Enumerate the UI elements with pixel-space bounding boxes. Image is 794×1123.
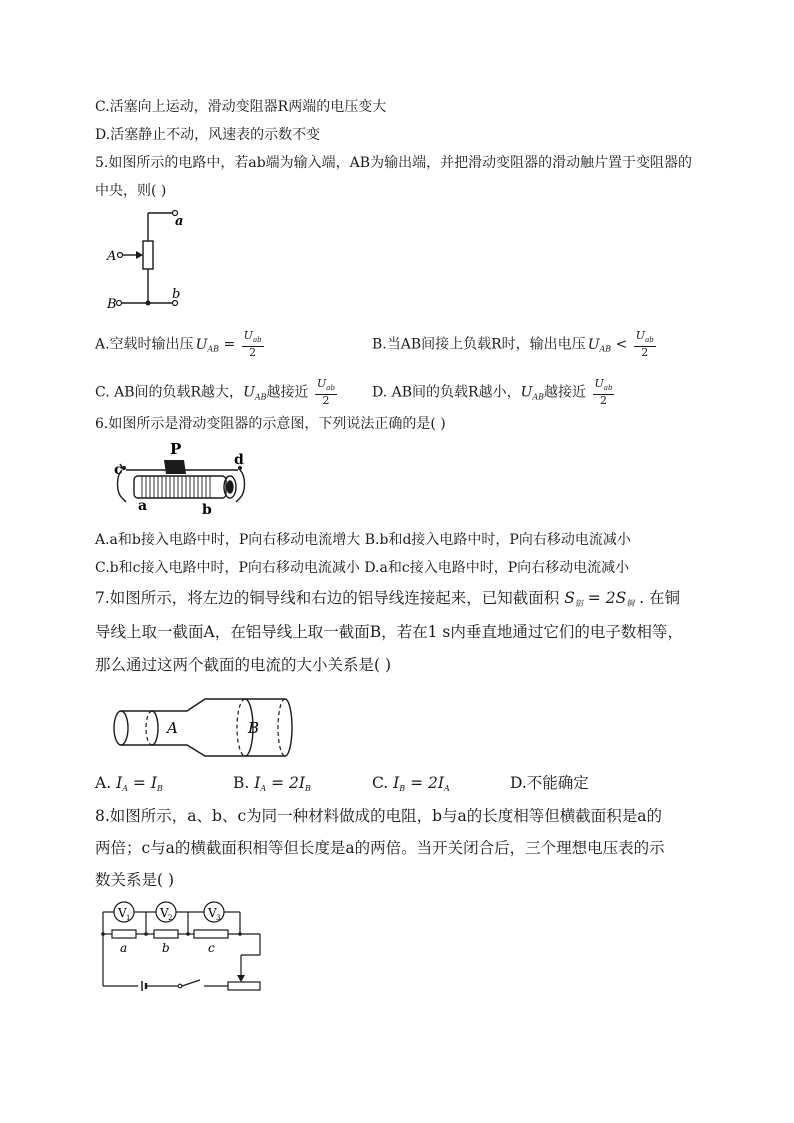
fig8-label-c: c — [208, 941, 215, 955]
question-4-option-c: C.活塞向上运动，滑动变阻器R两端的电压变大 — [95, 99, 387, 115]
question-6-options-a-b: A.a和b接入电路中时，P向右移动电流增大 B.b和d接入电路中时，P向右移动电流减小 — [95, 532, 631, 548]
question-8-stem-line-1: 8.如图所示，a、b、c为同一种材料做成的电阻，b与a的长度相等但横截面积是a的 — [95, 807, 663, 825]
fraction-uab-over-2: $\frac{U_{ab}}{2}$ — [243, 329, 262, 359]
question-7-option-c: C. $I_B = 2I_A$ — [372, 774, 450, 793]
question-8-stem-line-2: 两倍；c与a的横截面积相等但长度是a的两倍。当开关闭合后，三个理想电压表的示 — [95, 839, 665, 857]
question-6-options-c-d: C.b和c接入电路中时，P向右移动电流减小 D.a和c接入电路中时，P向右移动电流减小 — [95, 560, 630, 576]
fig8-label-v2: V — [160, 906, 169, 920]
fig5-label-a: a — [175, 214, 184, 229]
fig5-label-A: A — [107, 249, 117, 264]
fig8-label-v2-sub: 2 — [168, 914, 173, 922]
fig6-label-a: a — [138, 498, 148, 514]
fraction-uab-over-2: $\frac{U_{ab}}{2}$ — [635, 329, 654, 359]
figure-6-sliding-rheostat — [112, 440, 252, 520]
fig8-label-v1-sub: 1 — [126, 914, 131, 922]
fraction-uab-over-2: $\frac{U_{ab}}{2}$ — [316, 377, 335, 407]
question-7-option-b: B. $I_A = 2I_B$ — [233, 774, 311, 793]
fig6-label-c: c — [114, 462, 123, 478]
question-7-stem-line-1: 7.如图所示，将左边的铜导线和右边的铝导线连接起来，已知截面积 $S_铝 = 2S_铜$ . 在铜 — [95, 589, 680, 608]
question-5-option-b: B.当AB间接上负载R时，输出电压 $U_{AB}$ < $\frac{U_{ab}}{2}$ — [372, 329, 654, 359]
question-8-stem-line-3: 数关系是( ) — [95, 871, 175, 889]
figure-5-potentiometer-circuit — [105, 205, 195, 315]
figure-7-copper-aluminium-wires — [105, 693, 295, 763]
fig6-label-b: b — [202, 502, 212, 518]
question-7-option-d: D.不能确定 — [510, 774, 589, 792]
question-5-option-c: C. AB间的负载R越大，$U_{AB}$越接近 $\frac{U_{ab}}{2}$ — [95, 377, 335, 407]
fig8-label-v3-sub: 3 — [216, 914, 221, 922]
fig8-label-b: b — [162, 941, 170, 955]
question-5-stem-line-1: 5.如图所示的电路中，若ab端为输入端，AB为输出端，并把滑动变阻器的滑动触片置于变阻器的 — [95, 155, 693, 171]
fig5-label-b: b — [172, 287, 181, 302]
question-6-stem: 6.如图所示是滑动变阻器的示意图，下列说法正确的是( ) — [95, 416, 446, 432]
question-5-stem-line-2: 中央，则( ) — [95, 183, 167, 199]
fig7-label-B: B — [248, 719, 260, 737]
question-7-stem-line-2: 导线上取一截面A，在铝导线上取一截面B，若在1 s内垂直地通过它们的电子数相等， — [95, 623, 683, 641]
question-4-option-d: D.活塞静止不动，风速表的示数不变 — [95, 127, 321, 143]
question-5-option-a: A.空载时输出压 $U_{AB}$ = $\frac{U_{ab}}{2}$ — [95, 329, 262, 359]
fig5-label-B: B — [107, 297, 117, 312]
fig8-label-v3: V — [208, 906, 217, 920]
question-7-option-a: A. $I_A = I_B$ — [95, 774, 163, 793]
fig8-label-v1: V — [118, 906, 127, 920]
question-7-stem-line-3: 那么通过这两个截面的电流的大小关系是( ) — [95, 656, 392, 674]
fig7-label-A: A — [167, 719, 178, 737]
fraction-uab-over-2: $\frac{U_{ab}}{2}$ — [594, 377, 613, 407]
question-5-option-d: D. AB间的负载R越小，$U_{AB}$越接近 $\frac{U_{ab}}{2}$ — [372, 377, 613, 407]
figure-8-voltmeter-circuit — [100, 900, 270, 995]
fig8-label-a: a — [120, 941, 128, 955]
fig6-label-P: P — [170, 440, 182, 458]
fig6-label-d: d — [234, 452, 244, 468]
